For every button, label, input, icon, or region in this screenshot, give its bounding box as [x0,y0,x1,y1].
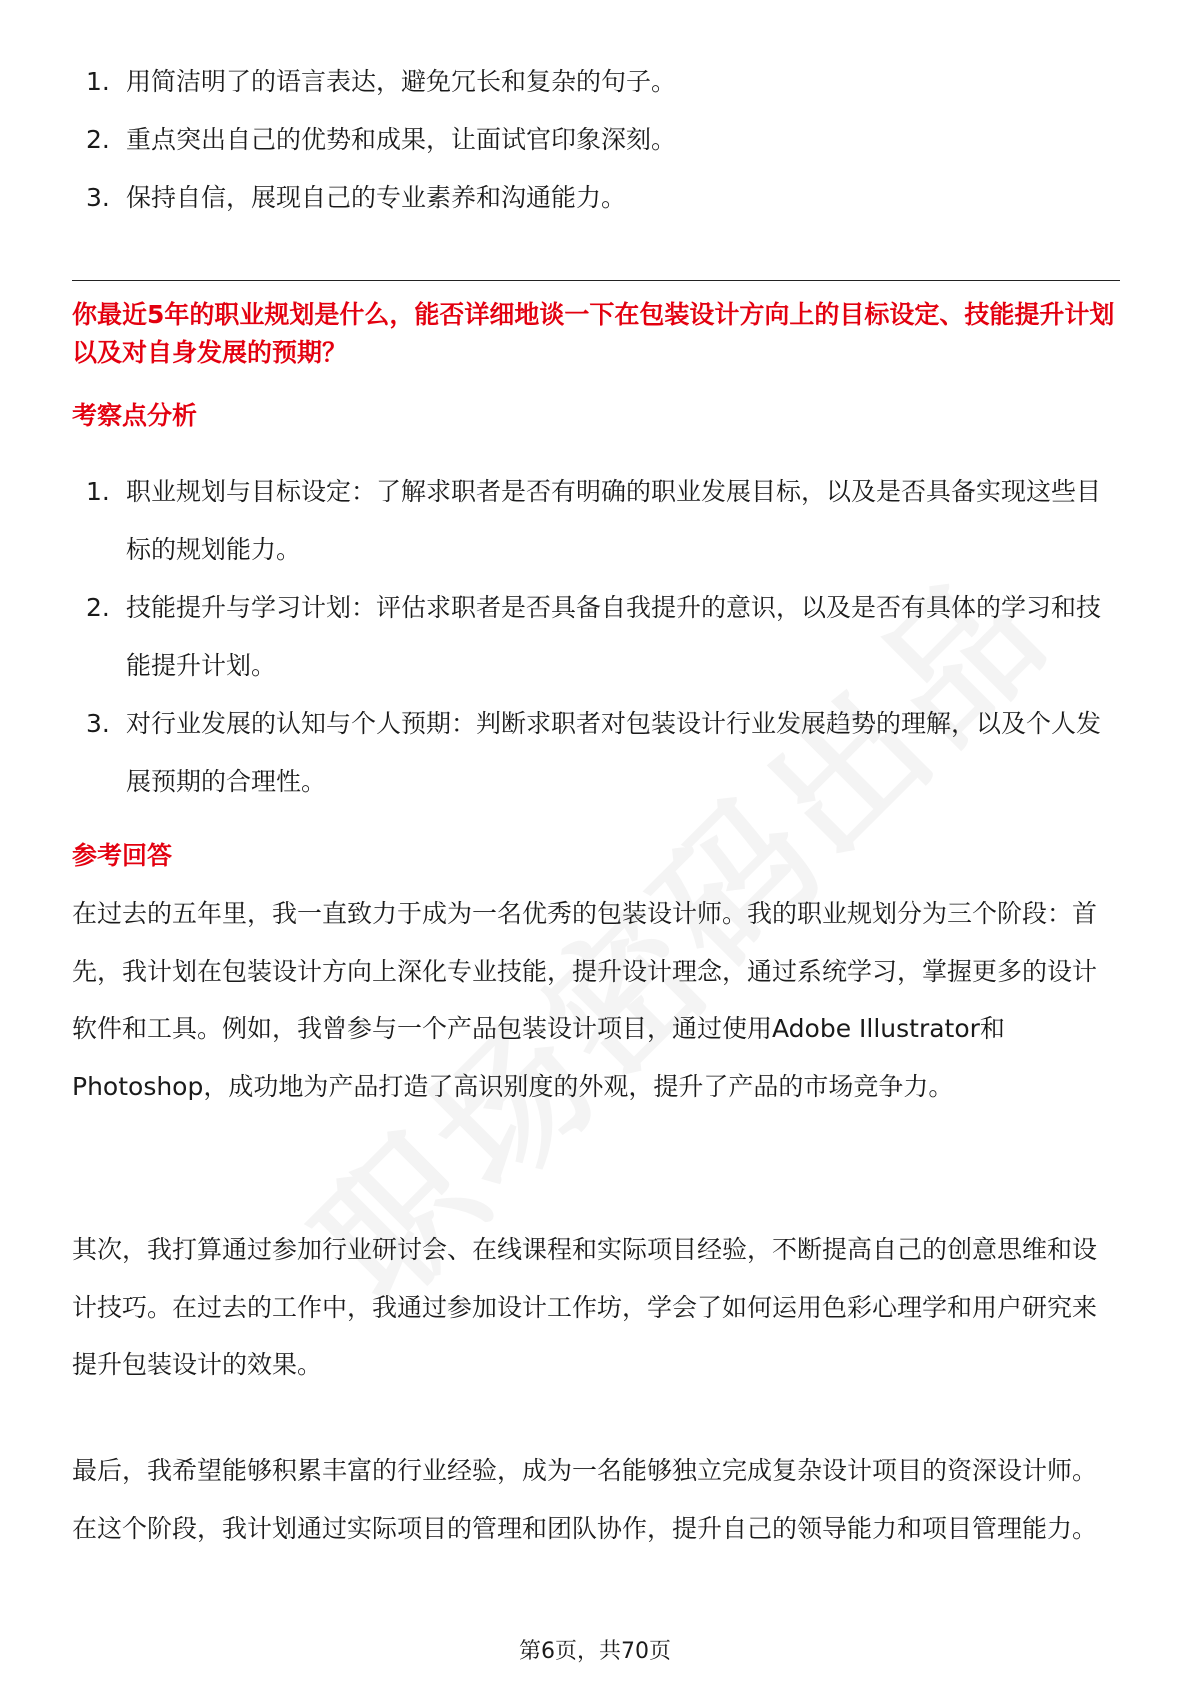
list-item-text: 重点突出自己的优势和成果，让面试官印象深刻。 [126,125,677,154]
list-item-text: 技能提升与学习计划：评估求职者是否具备自我提升的意识，以及是否有具体的学习和技能提升计划。 [126,593,1102,680]
list-item [72,463,1120,579]
question-heading: 你最近5年的职业规划是什么，能否详细地谈一下在包装设计方向上的目标设定、技能提升计划以及对自身发展的预期？ [72,300,1115,367]
analysis-list [72,463,1120,811]
list-item-text: 对行业发展的认知与个人预期：判断求职者对包装设计行业发展趋势的理解，以及个人发展预期的合理性。 [126,709,1102,796]
list-number: 2. [86,125,110,154]
list-item-text: 保持自信，展现自己的专业素养和沟通能力。 [126,183,627,212]
section-divider [72,280,1120,281]
list-item-text: 职业规划与目标设定：了解求职者是否有明确的职业发展目标，以及是否具备实现这些目标的规划能力。 [126,477,1102,564]
list-item-text: 用简洁明了的语言表达，避免冗长和复杂的句子。 [126,67,677,96]
answer-title: 参考回答 [72,841,173,870]
list-item [72,111,1120,169]
list-number: 3. [86,183,110,212]
list-number: 1. [86,477,110,506]
list-number: 1. [86,67,110,96]
list-item [72,579,1120,695]
list-item [72,695,1120,811]
list-number: 2. [86,593,110,622]
answer-paragraph: 其次，我打算通过参加行业研讨会、在线课程和实际项目经验，不断提高自己的创意思维和设计技巧。在过去的工作中，我通过参加设计工作坊，学会了如何运用色彩心理学和用户研究来提升包装设计的效果。 [72,1235,1098,1379]
list-number: 3. [86,709,110,738]
answer-paragraph: 最后，我希望能够积累丰富的行业经验，成为一名能够独立完成复杂设计项目的资深设计师。在这个阶段，我计划通过实际项目的管理和团队协作，提升自己的领导能力和项目管理能力。 [72,1456,1098,1543]
answer-paragraph: 在过去的五年里，我一直致力于成为一名优秀的包装设计师。我的职业规划分为三个阶段：首先，我计划在包装设计方向上深化专业技能，提升设计理念，通过系统学习，掌握更多的设计软件和工具。例如，我曾参与一个产品包装设计项目，通过使用Adobe Illustrator和Photoshop，成功地为产品打造了高识别度的外观，提升了产品的市场竞争力。 [72,899,1098,1101]
list-item [72,53,1120,111]
intro-list [72,53,1120,227]
list-item [72,169,1120,227]
analysis-title: 考察点分析 [72,401,198,430]
page-footer: 第6页，共70页 [519,1639,671,1664]
